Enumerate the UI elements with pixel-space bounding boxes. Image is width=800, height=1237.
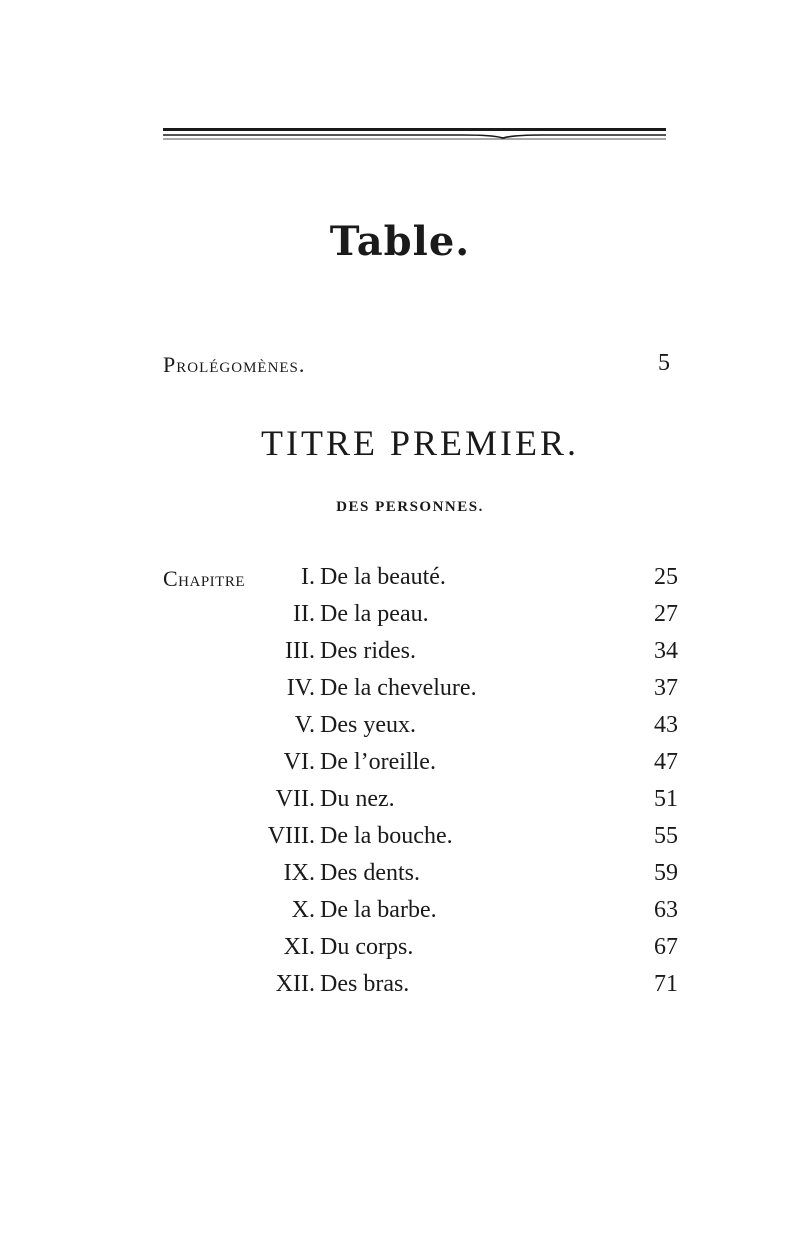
toc-row xyxy=(0,564,800,600)
prolegomenes-page-number: 5 xyxy=(658,350,670,376)
toc-row xyxy=(0,749,800,785)
toc-row xyxy=(0,786,800,822)
chapter-numeral: I. xyxy=(301,564,315,590)
chapter-title: De la bouche. xyxy=(320,823,453,849)
chapter-numeral: VI. xyxy=(283,749,315,775)
chapter-page-number: 55 xyxy=(654,823,678,849)
chapter-title: De la peau. xyxy=(320,601,429,627)
chapter-page-number: 37 xyxy=(654,675,678,701)
chapter-numeral: III. xyxy=(285,638,315,664)
chapter-numeral: XI. xyxy=(283,934,315,960)
chapitre-label: Chapitre xyxy=(163,566,246,591)
chapter-title: Du nez. xyxy=(320,786,395,812)
toc-row xyxy=(0,823,800,859)
chapter-numeral: II. xyxy=(293,601,315,627)
chapter-numeral: XII. xyxy=(275,971,315,997)
chapter-title: De la chevelure. xyxy=(320,675,477,701)
toc-row xyxy=(0,860,800,896)
chapter-page-number: 25 xyxy=(654,564,678,590)
chapter-title: Des yeux. xyxy=(320,712,416,738)
decorative-rule xyxy=(163,126,666,142)
chapter-title: De la beauté. xyxy=(320,564,446,590)
page-title: Table. xyxy=(329,218,471,265)
toc-row xyxy=(0,601,800,637)
chapter-title: De la barbe. xyxy=(320,897,437,923)
chapter-numeral: IV. xyxy=(286,675,315,701)
chapter-title: Des bras. xyxy=(320,971,410,997)
chapter-numeral: IX. xyxy=(283,860,315,886)
chapter-numeral: VII. xyxy=(275,786,315,812)
chapter-page-number: 71 xyxy=(654,971,678,997)
chapter-page-number: 63 xyxy=(654,897,678,923)
chapter-page-number: 27 xyxy=(654,601,678,627)
chapter-title: Du corps. xyxy=(320,934,414,960)
chapter-page-number: 51 xyxy=(654,786,678,812)
section-heading: TITRE PREMIER. xyxy=(261,423,579,463)
section-subheading: DES PERSONNES. xyxy=(336,499,484,515)
toc-row xyxy=(0,897,800,933)
chapter-page-number: 34 xyxy=(654,638,678,664)
chapter-title: Des rides. xyxy=(320,638,416,664)
toc-row xyxy=(0,971,800,1007)
chapter-page-number: 47 xyxy=(654,749,678,775)
chapter-numeral: X. xyxy=(291,897,315,923)
chapter-page-number: 59 xyxy=(654,860,678,886)
chapter-numeral: VIII. xyxy=(267,823,315,849)
toc-row xyxy=(0,934,800,970)
toc-row xyxy=(0,675,800,711)
toc-row xyxy=(0,638,800,674)
chapter-page-number: 67 xyxy=(654,934,678,960)
toc-row xyxy=(0,712,800,748)
chapter-page-number: 43 xyxy=(654,712,678,738)
chapter-numeral: V. xyxy=(294,712,315,738)
chapter-title: De l’oreille. xyxy=(320,749,436,775)
chapter-title: Des dents. xyxy=(320,860,420,886)
prolegomenes-entry: Prolégomènes. xyxy=(163,352,306,377)
